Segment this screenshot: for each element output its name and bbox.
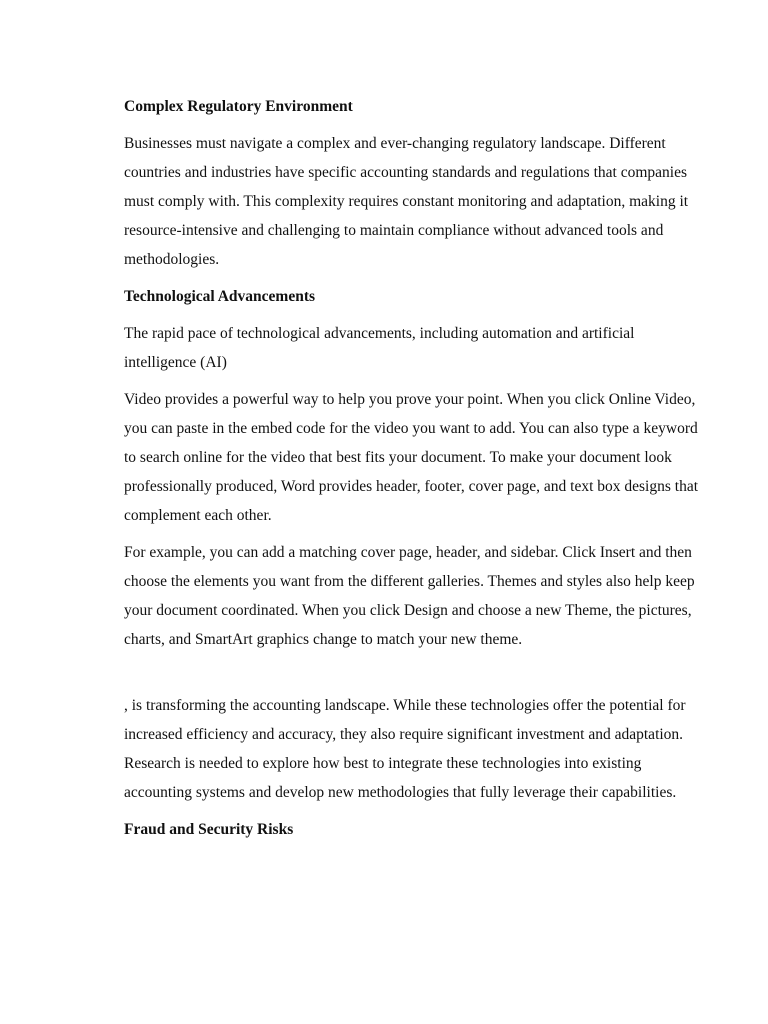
- paragraph-video: Video provides a powerful way to help you prove your point. When you click Online Video, you can paste in the embed code for the video you want to add. You can also type a keyword to search online for the video that best fits your document. To make your document look professionally produced, Word provides header, footer, cover page, and text box designs that complement each other.: [124, 391, 698, 524]
- section-heading-regulatory: Complex Regulatory Environment: [124, 98, 353, 115]
- paragraph-example: For example, you can add a matching cover page, header, and sidebar. Click Insert and then choose the elements you want from the different galleries. Themes and styles also help keep your document coordinated. When you click Design and choose a new Theme, the pictures, charts, and SmartArt graphics change to match your new theme.: [124, 544, 695, 648]
- section-heading-fraud: Fraud and Security Risks: [124, 821, 294, 838]
- empty-line: [124, 662, 704, 691]
- paragraph-regulatory: Businesses must navigate a complex and ever-changing regulatory landscape. Different countries and industries have specific accounting standards and regulations that companies must comply with. This complexity requires constant monitoring and adaptation, making it resource-intensive and challenging to maintain compliance without advanced tools and methodologies.: [124, 135, 689, 268]
- section-heading-technology: Technological Advancements: [124, 288, 316, 305]
- paragraph-technology-continued: , is transforming the accounting landscape. While these technologies offer the potential for increased efficiency and accuracy, they also require significant investment and adaptation. Research is needed to explore how best to integrate these technologies into existing accounting systems and develop new methodologies that fully leverage their capabilities.: [124, 697, 686, 801]
- document-page: [124, 92, 704, 852]
- paragraph-technology-intro: The rapid pace of technological advancements, including automation and artificial intelligence (AI): [124, 325, 635, 371]
